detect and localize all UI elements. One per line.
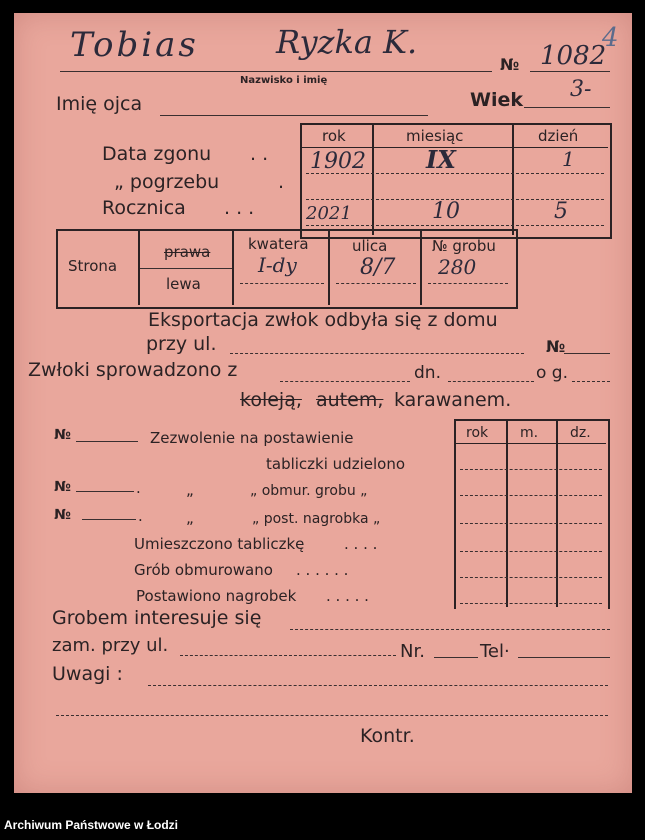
permits-row-line-6	[460, 603, 602, 604]
dates-table-divider-1	[372, 125, 374, 235]
export-line-1: Eksportacja zwłok odbyła się z domu	[148, 309, 498, 331]
brought-hour-label: o g.	[536, 363, 568, 383]
permit-line-2: tabliczki udzielono	[266, 455, 405, 473]
burial-date-label: „ pogrzebu	[114, 171, 220, 193]
grave-walled-dots: . . . . . .	[296, 561, 349, 579]
number-underline	[530, 71, 610, 72]
death-date-label: Data zgonu	[102, 143, 212, 165]
residence-tel-label: Tel·	[480, 641, 510, 662]
export-street-line	[230, 353, 524, 354]
permits-row-line-1	[460, 469, 602, 470]
age-line	[524, 107, 610, 108]
permits-row-line-2	[460, 495, 602, 496]
dates-col-day: dzień	[538, 127, 579, 145]
residence-street-line	[180, 655, 396, 656]
father-name-line	[160, 115, 428, 116]
permits-col-month: m.	[520, 425, 539, 441]
side-label: Strona	[68, 257, 118, 275]
permits-row-line-5	[460, 577, 602, 578]
dates-row-line-3	[306, 225, 604, 226]
permit-number-line	[76, 441, 138, 442]
location-divider-2	[232, 231, 234, 305]
number-label: №	[500, 55, 520, 74]
permits-date-divider-1	[506, 421, 508, 607]
street-label: ulica	[352, 237, 388, 255]
permits-row-line-4	[460, 551, 602, 552]
tombstone-placed-label: Postawiono nagrobek	[136, 587, 297, 605]
tombstone-ditto: „	[186, 509, 194, 527]
handwritten-age: 3-	[570, 77, 592, 102]
export-number-line	[564, 353, 610, 354]
remarks-line-1	[148, 685, 608, 686]
brought-day-line	[448, 381, 534, 382]
permit-line-1: Zezwolenie na postawienie	[150, 429, 354, 447]
location-value-line-1	[240, 283, 324, 284]
transport-rail: koleją,	[240, 389, 302, 411]
handwritten-grave-number: 280	[438, 255, 477, 279]
plaque-placed-dots: . . . .	[344, 535, 378, 553]
name-label: Nazwisko i imię	[240, 75, 328, 86]
handwritten-quarter: I-dy	[258, 253, 297, 277]
location-value-line-2	[336, 283, 416, 284]
tombstone-ditto-dot: .	[138, 507, 143, 525]
tombstone-permit-label: „ post. nagrobka „	[252, 511, 381, 527]
permits-date-divider-2	[556, 421, 558, 607]
permit-number-label: №	[54, 427, 71, 443]
interested-line	[290, 629, 610, 630]
handwritten-number-suffix: 4	[602, 23, 619, 53]
interested-label: Grobem interesuje się	[52, 607, 262, 629]
tombstone-number-line	[82, 519, 136, 520]
masonry-number-label: №	[54, 479, 71, 495]
remarks-line-2	[56, 715, 608, 716]
residence-label: zam. przy ul.	[52, 635, 169, 656]
permits-col-year: rok	[466, 425, 489, 441]
masonry-ditto: „	[186, 481, 194, 499]
masonry-permit-label: „ obmur. grobu „	[250, 483, 368, 499]
permits-date-table	[454, 419, 610, 609]
export-number-label: №	[546, 337, 566, 356]
tombstone-placed-dots: . . . . .	[326, 587, 369, 605]
brought-from-label: Zwłoki sprowadzono z	[28, 359, 238, 381]
location-divider-4	[420, 231, 422, 305]
brought-day-label: dn.	[414, 363, 441, 383]
residence-nr-line	[434, 657, 478, 658]
permits-col-day: dz.	[570, 425, 591, 441]
handwritten-surname: Ryzka K.	[276, 23, 418, 61]
right-side-label: prawa	[164, 243, 211, 261]
transport-car: autem,	[316, 389, 384, 411]
handwritten-anniversary-year: 2021	[306, 203, 352, 224]
age-label: Wiek	[470, 89, 523, 111]
handwritten-anniversary-month: 10	[432, 199, 460, 224]
transport-hearse: karawanem.	[394, 389, 512, 411]
location-side-split	[140, 268, 232, 269]
export-line-2: przy ul.	[146, 333, 217, 355]
dates-table-divider-2	[512, 125, 514, 235]
remarks-label: Uwagi :	[52, 663, 123, 685]
dates-col-month: miesiąc	[406, 127, 464, 145]
handwritten-death-day: 1	[562, 147, 575, 171]
grave-walled-label: Grób obmurowano	[134, 561, 273, 579]
anniversary-label: Rocznica	[102, 197, 186, 219]
plaque-placed-label: Umieszczono tabliczkę	[134, 535, 305, 553]
brought-from-line	[280, 381, 410, 382]
left-side-label: lewa	[166, 275, 201, 293]
burial-date-dots: .	[278, 171, 285, 193]
quarter-label: kwatera	[248, 235, 309, 253]
permits-row-line-3	[460, 523, 602, 524]
masonry-ditto-dot: .	[136, 479, 141, 497]
handwritten-first-name: Tobias	[70, 25, 199, 65]
control-label: Kontr.	[360, 725, 415, 747]
tombstone-number-label: №	[54, 507, 71, 523]
name-underline	[60, 71, 492, 72]
handwritten-anniversary-day: 5	[554, 199, 568, 224]
handwritten-street: 8/7	[360, 255, 396, 280]
residence-tel-line	[518, 657, 610, 658]
father-name-label: Imię ojca	[56, 93, 143, 115]
masonry-number-line	[76, 491, 134, 492]
residence-nr-label: Nr.	[400, 641, 425, 662]
handwritten-death-year: 1902	[310, 149, 366, 174]
location-divider-3	[328, 231, 330, 305]
location-value-line-3	[428, 283, 508, 284]
handwritten-death-month: IX	[426, 145, 456, 174]
archive-footer: Archiwum Państwowe w Łodzi	[4, 818, 179, 832]
death-date-dots: . .	[250, 143, 269, 165]
burial-record-card	[14, 13, 632, 793]
handwritten-record-number: 1082	[540, 41, 607, 71]
anniversary-dots: . . .	[224, 197, 255, 219]
permits-date-header-line	[456, 443, 606, 444]
brought-hour-line	[572, 381, 610, 382]
grave-number-label: № grobu	[432, 237, 496, 255]
dates-col-year: rok	[322, 127, 346, 145]
